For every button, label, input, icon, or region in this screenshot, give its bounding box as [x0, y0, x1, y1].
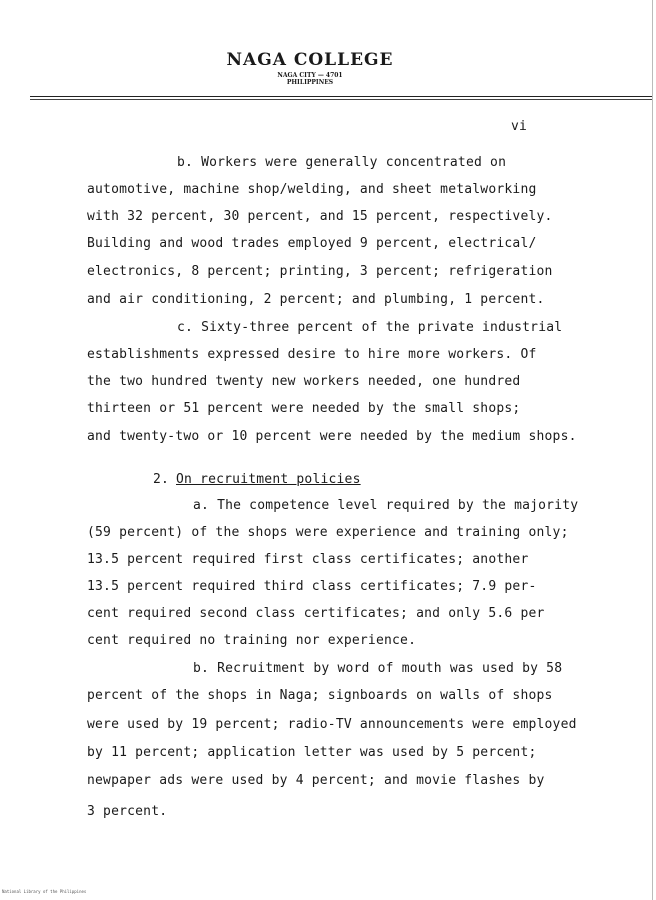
paragraph-line: and twenty-two or 10 percent were needed by the medium shops. [87, 429, 577, 444]
page-number: vi [511, 119, 528, 134]
letterhead-city: NAGA CITY — 4701 [277, 72, 343, 79]
letterhead-rule [30, 96, 652, 97]
paragraph-line: automotive, machine shop/welding, and sheet metalworking [87, 182, 537, 197]
footer-watermark: National Library of the Philippines [2, 889, 87, 894]
page-edge [652, 0, 653, 900]
paragraph-line: by 11 percent; application letter was used by 5 percent; [87, 745, 537, 760]
letterhead-rule-thin [30, 99, 652, 100]
paragraph-line: the two hundred twenty new workers needed, one hundred [87, 374, 521, 389]
paragraph-line: thirteen or 51 percent were needed by the small shops; [87, 401, 521, 416]
paragraph-line: establishments expressed desire to hire more workers. Of [87, 347, 537, 362]
paragraph-line: cent required no training nor experience. [87, 633, 417, 648]
section-heading: On recruitment policies [176, 472, 361, 487]
paragraph-line: 13.5 percent required first class certificates; another [87, 552, 529, 567]
paragraph-line: Building and wood trades employed 9 percent, electrical/ [87, 236, 537, 251]
paragraph-line: and air conditioning, 2 percent; and plumbing, 1 percent. [87, 292, 545, 307]
paragraph-line: were used by 19 percent; radio-TV announcements were employed [87, 717, 577, 732]
paragraph-line: percent of the shops in Naga; signboards on walls of shops [87, 688, 553, 703]
paragraph-line: 3 percent. [87, 804, 168, 819]
letterhead-college-name: NAGA COLLEGE [226, 50, 394, 70]
paragraph-line: cent required second class certificates; and only 5.6 per [87, 606, 545, 621]
section-number: 2. [153, 472, 170, 487]
paragraph-line: with 32 percent, 30 percent, and 15 percent, respectively. [87, 209, 553, 224]
paragraph-line: b. Workers were generally concentrated on [177, 155, 507, 170]
paragraph-line: c. Sixty-three percent of the private industrial [177, 320, 563, 335]
paragraph-line: electronics, 8 percent; printing, 3 percent; refrigeration [87, 264, 553, 279]
paragraph-line: a. The competence level required by the majority [193, 498, 579, 513]
paragraph-line: (59 percent) of the shops were experience and training only; [87, 525, 569, 540]
paragraph-line: newpaper ads were used by 4 percent; and movie flashes by [87, 773, 545, 788]
paragraph-line: 13.5 percent required third class certificates; 7.9 per- [87, 579, 537, 594]
paragraph-line: b. Recruitment by word of mouth was used by 58 [193, 661, 563, 676]
letterhead-country: PHILIPPINES [286, 79, 334, 86]
